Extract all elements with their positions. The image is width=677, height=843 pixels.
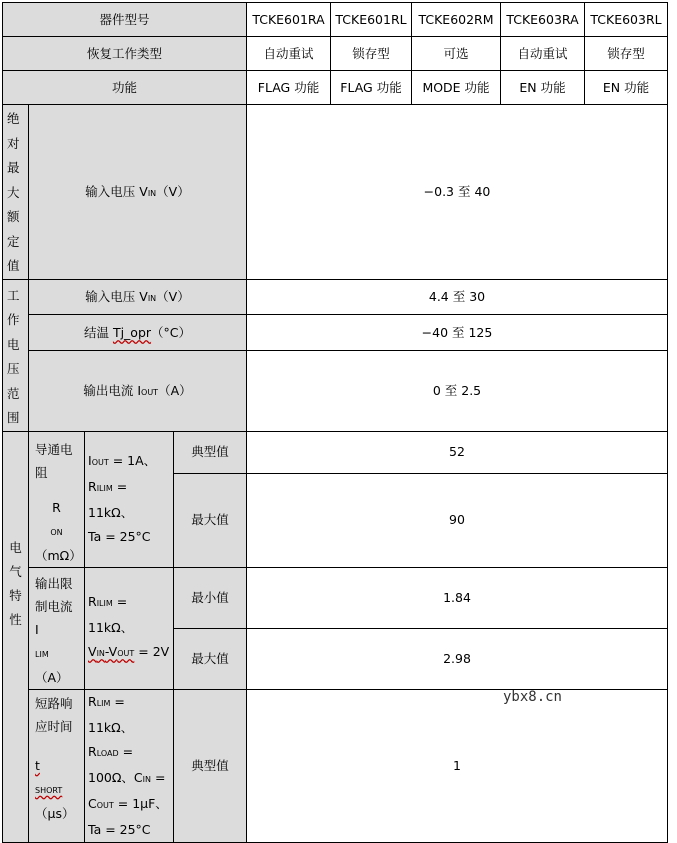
ron-max-label: 最大值 xyxy=(174,473,247,567)
model-5: TCKE603RL xyxy=(585,3,668,37)
ilim-max-value: 2.98 xyxy=(247,628,668,689)
ilim-name: 输出限 制电流 I LIM （A） xyxy=(29,567,85,689)
tshort-conditions: RLIM = 11kΩ、 RLOAD = 100Ω、CIN = COUT = 1μF、 Ta = 25°C xyxy=(85,689,174,842)
ilim-min-label: 最小值 xyxy=(174,567,247,628)
model-4: TCKE603RA xyxy=(501,3,585,37)
function-1: FLAG 功能 xyxy=(247,71,331,105)
operating-category: 工 作 电 压 范 围 xyxy=(3,279,29,431)
abs-max-vin-value: −0.3 至 40 xyxy=(247,105,668,280)
ron-conditions: IOUT = 1A、 RILIM = 11kΩ、 Ta = 25°C xyxy=(85,431,174,567)
model-1: TCKE601RA xyxy=(247,3,331,37)
ron-typ-value: 52 xyxy=(247,431,668,473)
ron-typ-label: 典型值 xyxy=(174,431,247,473)
ilim-min-value: 1.84 xyxy=(247,567,668,628)
recovery-3: 可选 xyxy=(412,37,501,71)
model-label: 器件型号 xyxy=(3,3,247,37)
electrical-category: 电 气 特 性 xyxy=(3,431,29,842)
recovery-5: 锁存型 xyxy=(585,37,668,71)
operating-vin-label: 输入电压 VIN（V） xyxy=(29,279,247,315)
abs-max-category: 绝 对 最 大 额 定 值 xyxy=(3,105,29,280)
model-3: TCKE602RM xyxy=(412,3,501,37)
tj-value: −40 至 125 xyxy=(247,315,668,351)
recovery-2: 锁存型 xyxy=(331,37,412,71)
ron-max-value: 90 xyxy=(247,473,668,567)
recovery-label: 恢复工作类型 xyxy=(3,37,247,71)
ilim-conditions: RILIM = 11kΩ、 VIN-VOUT = 2V xyxy=(85,567,174,689)
recovery-4: 自动重试 xyxy=(501,37,585,71)
model-2: TCKE601RL xyxy=(331,3,412,37)
abs-max-vin-label: 输入电压 VIN（V） xyxy=(29,105,247,280)
recovery-1: 自动重试 xyxy=(247,37,331,71)
function-5: EN 功能 xyxy=(585,71,668,105)
function-2: FLAG 功能 xyxy=(331,71,412,105)
watermark: ybx8.cn xyxy=(502,689,562,705)
ron-name: 导通电 阻 R ON （mΩ） xyxy=(29,431,85,567)
tshort-typ-value: 1 xyxy=(247,689,668,842)
tshort-name: 短路响 应时间 t SHORT （μs） xyxy=(29,689,85,842)
iout-value: 0 至 2.5 xyxy=(247,351,668,431)
operating-vin-value: 4.4 至 30 xyxy=(247,279,668,315)
function-4: EN 功能 xyxy=(501,71,585,105)
tj-label: 结温 Tj_opr（°C） xyxy=(29,315,247,351)
function-3: MODE 功能 xyxy=(412,71,501,105)
iout-label: 输出电流 IOUT（A） xyxy=(29,351,247,431)
function-label: 功能 xyxy=(3,71,247,105)
ilim-max-label: 最大值 xyxy=(174,628,247,689)
spec-table xyxy=(2,2,668,843)
tshort-typ-label: 典型值 xyxy=(174,689,247,842)
